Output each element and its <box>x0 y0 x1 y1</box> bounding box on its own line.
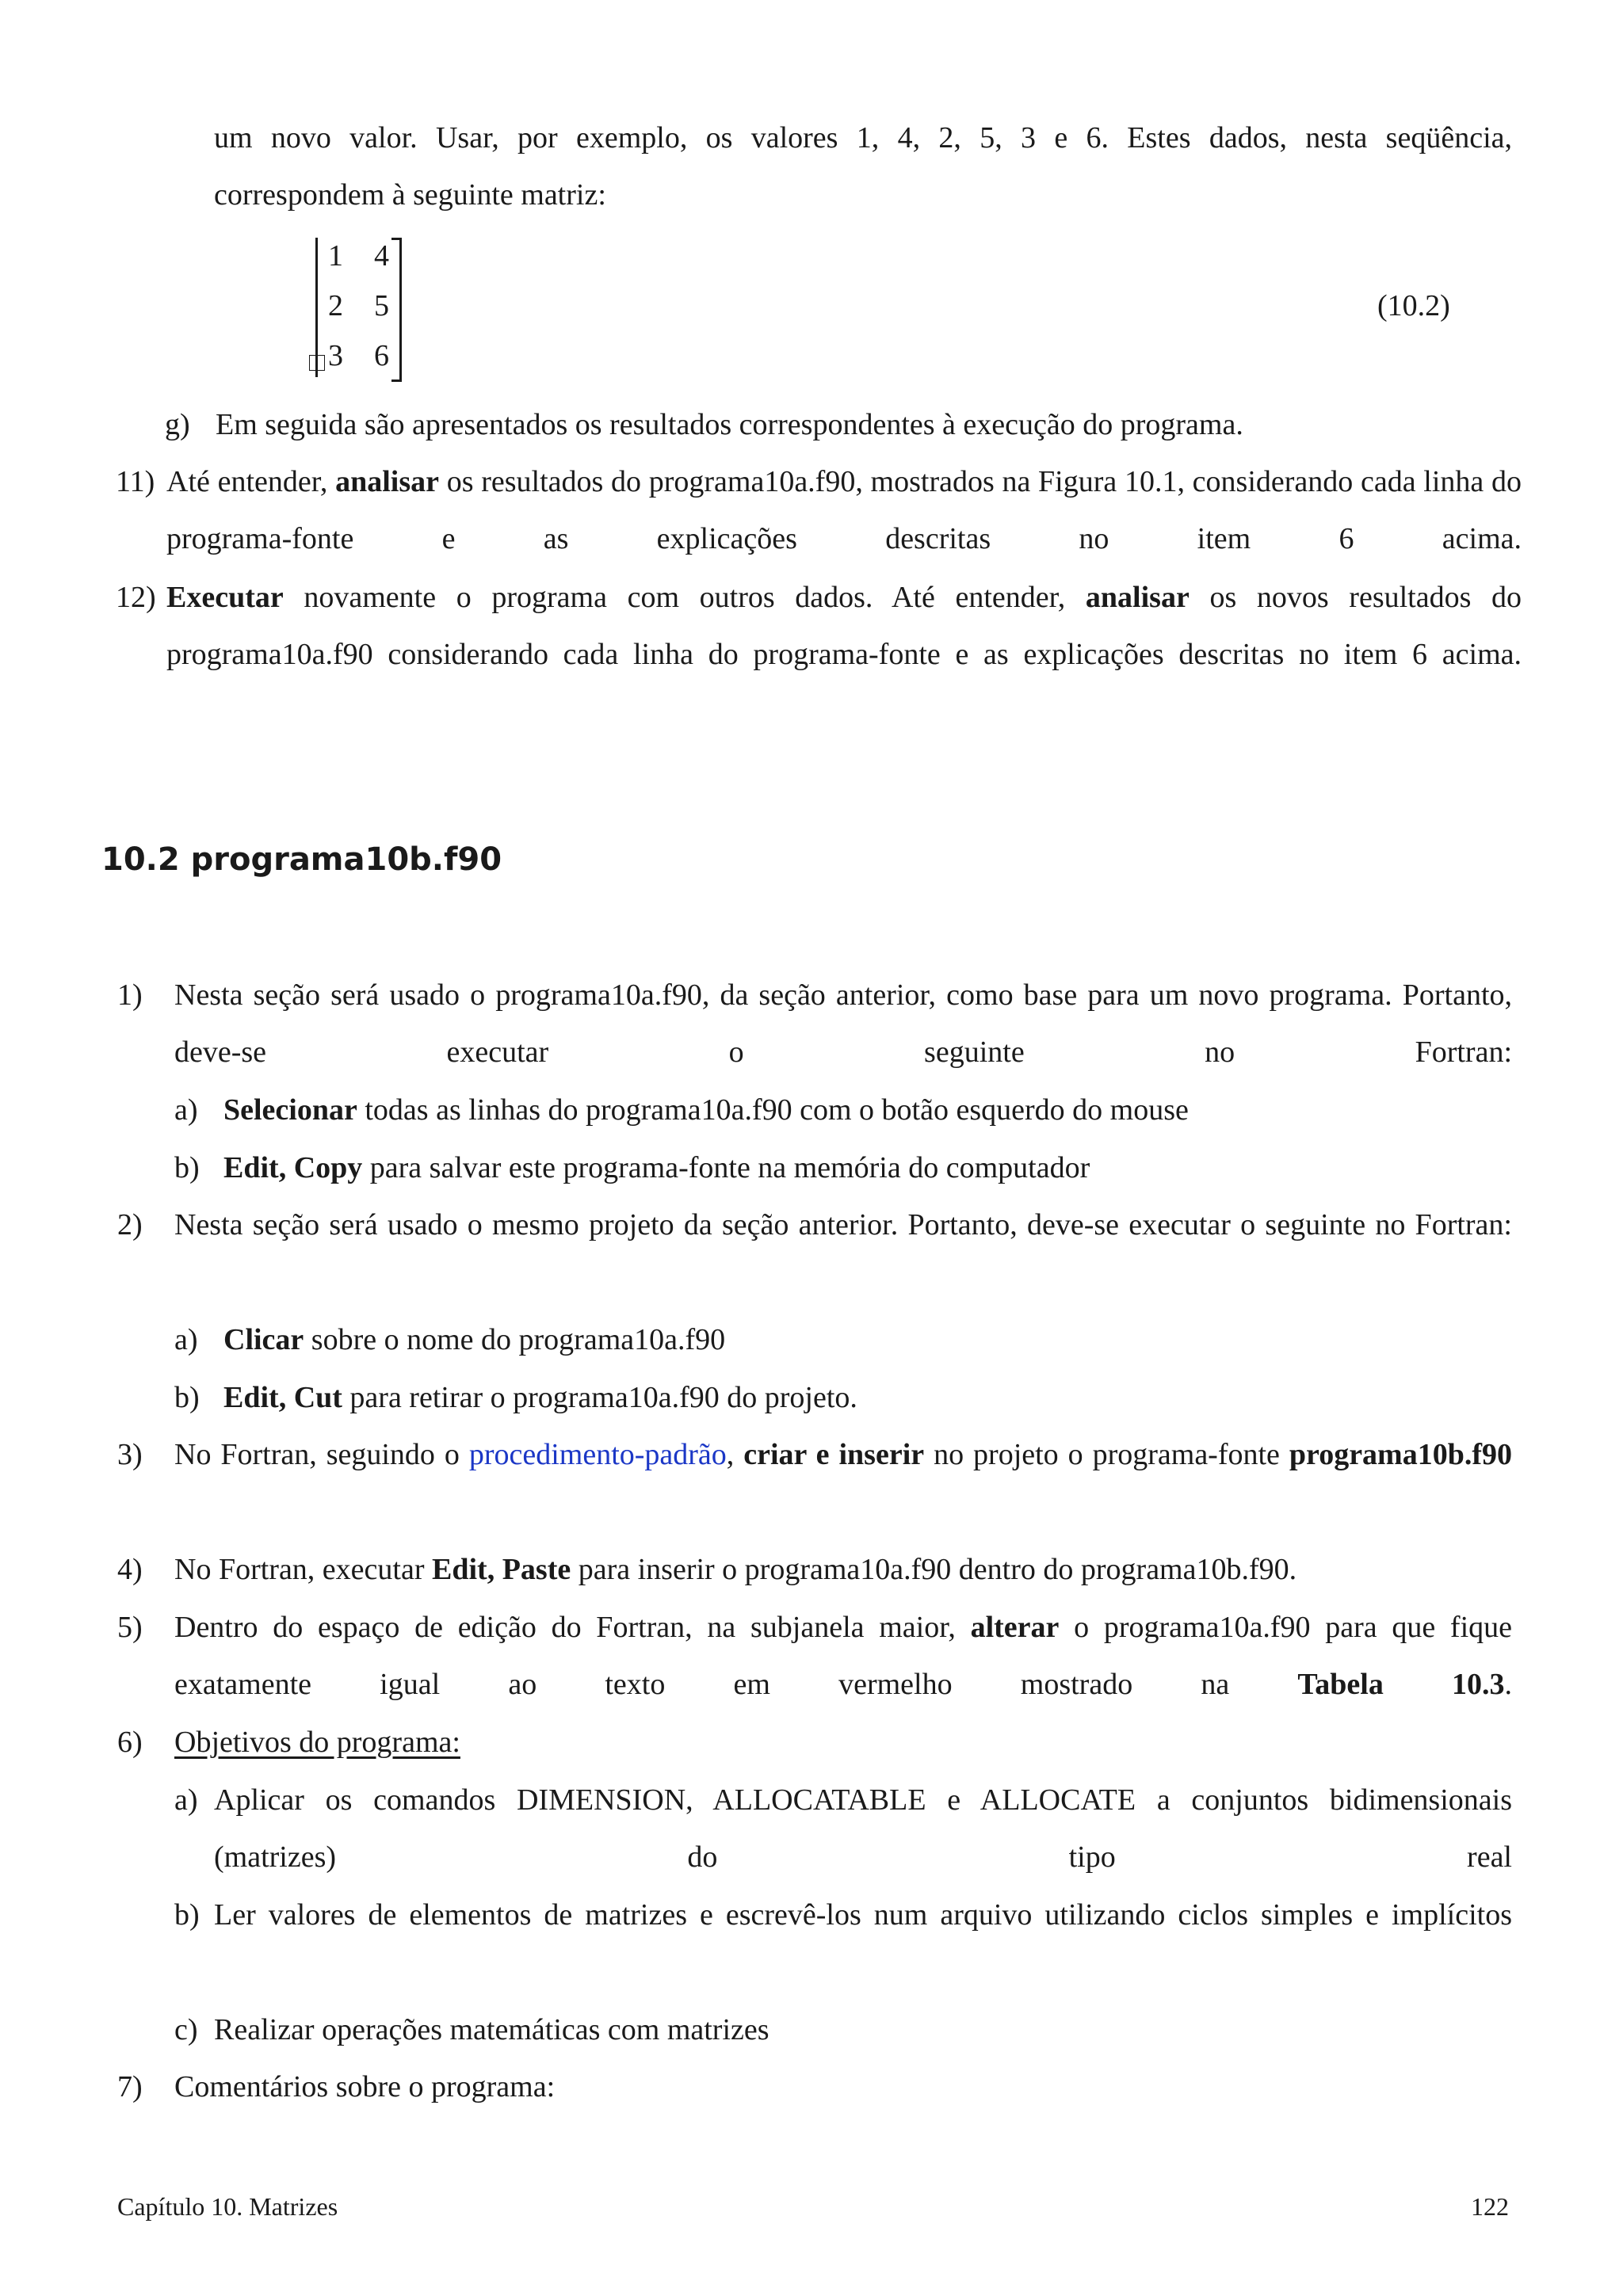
step-2b-text: Edit, Cut para retirar o programa10a.f90 do projeto. <box>223 1381 857 1414</box>
step-6c-text: Realizar operações matemáticas com matrizes <box>214 2013 769 2046</box>
item-11-text: Até entender, analisar os resultados do programa10a.f90, mostrados na Figura 10.1, considerando cada linha do programa-fonte e as explicações descritas no item 6 acima. <box>166 465 1522 555</box>
step-2a-marker: a) <box>174 1323 198 1356</box>
equation-number: (10.2) <box>1377 289 1450 322</box>
item-11-marker: 11) <box>116 465 155 498</box>
step-5-text: Dentro do espaço de edição do Fortran, na subjanela maior, alterar o programa10a.f90 para que fique exatamente igual ao texto em vermelho mostrado na Tabela 10.3. <box>174 1611 1513 1701</box>
step-1a-marker: a) <box>174 1093 198 1127</box>
step-3-marker: 3) <box>117 1438 143 1471</box>
item-12-marker: 12) <box>116 581 156 614</box>
step-1a-text: Selecionar todas as linhas do programa10a.f90 com o botão esquerdo do mouse <box>223 1093 1189 1127</box>
step-6b-text: Ler valores de elementos de matrizes e escrevê-los num arquivo utilizando ciclos simples e implícitos <box>214 1898 1512 1932</box>
item-12-text: Executar novamente o programa com outros dados. Até entender, analisar os novos resultados do programa10a.f90 considerando cada linha do programa-fonte e as explicações descritas no item 6 acima. <box>166 581 1522 671</box>
step-3-text: No Fortran, seguindo o procedimento-padrão, criar e inserir no projeto o programa-fonte programa10b.f90 <box>174 1438 1512 1471</box>
matrix-cell: 4 <box>374 239 389 273</box>
step-1-marker: 1) <box>117 978 143 1012</box>
item-g-text: Em seguida são apresentados os resultados correspondentes à execução do programa. <box>216 408 1243 441</box>
matrix-cell: 2 <box>328 289 343 322</box>
step-1b-text: Edit, Copy para salvar este programa-fonte na memória do computador <box>223 1151 1090 1184</box>
step-7-marker: 7) <box>117 2070 143 2103</box>
footer-page-number: 122 <box>1471 2192 1509 2221</box>
step-4-text: No Fortran, executar Edit, Paste para inserir o programa10a.f90 dentro do programa10b.f90. <box>174 1553 1297 1586</box>
matrix-right-bracket <box>391 238 402 382</box>
step-2-marker: 2) <box>117 1208 143 1241</box>
step-7-text: Comentários sobre o programa: <box>174 2070 556 2103</box>
step-2a-text: Clicar sobre o nome do programa10a.f90 <box>223 1323 726 1356</box>
matrix-cell: 6 <box>374 339 389 372</box>
step-6a-text: Aplicar os comandos DIMENSION, ALLOCATABLE e ALLOCATE a conjuntos bidimensionais (matrizes) do tipo real <box>214 1783 1512 1874</box>
step-6-title: Objetivos do programa: <box>174 1726 460 1759</box>
matrix-cell: 3 <box>328 339 343 372</box>
step-2b-marker: b) <box>174 1381 200 1414</box>
procedimento-padrao-link[interactable]: procedimento-padrão <box>468 1438 727 1471</box>
step-6a-marker: a) <box>174 1783 198 1817</box>
footer-chapter: Capítulo 10. Matrizes <box>117 2192 338 2221</box>
intro-line-2: correspondem à seguinte matriz: <box>214 178 606 212</box>
step-1-text: Nesta seção será usado o programa10a.f90, da seção anterior, como base para um novo programa. Portanto, deve-se executar o seguinte no Fortran: <box>174 978 1512 1069</box>
step-4-marker: 4) <box>117 1553 143 1586</box>
step-1b-marker: b) <box>174 1151 200 1184</box>
step-5-marker: 5) <box>117 1611 143 1644</box>
section-heading: 10.2 programa10b.f90 <box>101 841 502 878</box>
matrix-cell: 1 <box>328 239 343 273</box>
step-6c-marker: c) <box>174 2013 198 2046</box>
step-6-marker: 6) <box>117 1726 143 1759</box>
matrix-cell: 5 <box>374 289 389 322</box>
step-6b-marker: b) <box>174 1898 200 1932</box>
intro-line-1: um novo valor. Usar, por exemplo, os valores 1, 4, 2, 5, 3 e 6. Estes dados, nesta seqüência, <box>214 121 1512 154</box>
item-g-marker: g) <box>165 408 190 441</box>
matrix-corner-mark <box>309 355 325 371</box>
step-2-text: Nesta seção será usado o mesmo projeto da seção anterior. Portanto, deve-se executar o seguinte no Fortran: <box>174 1208 1512 1241</box>
